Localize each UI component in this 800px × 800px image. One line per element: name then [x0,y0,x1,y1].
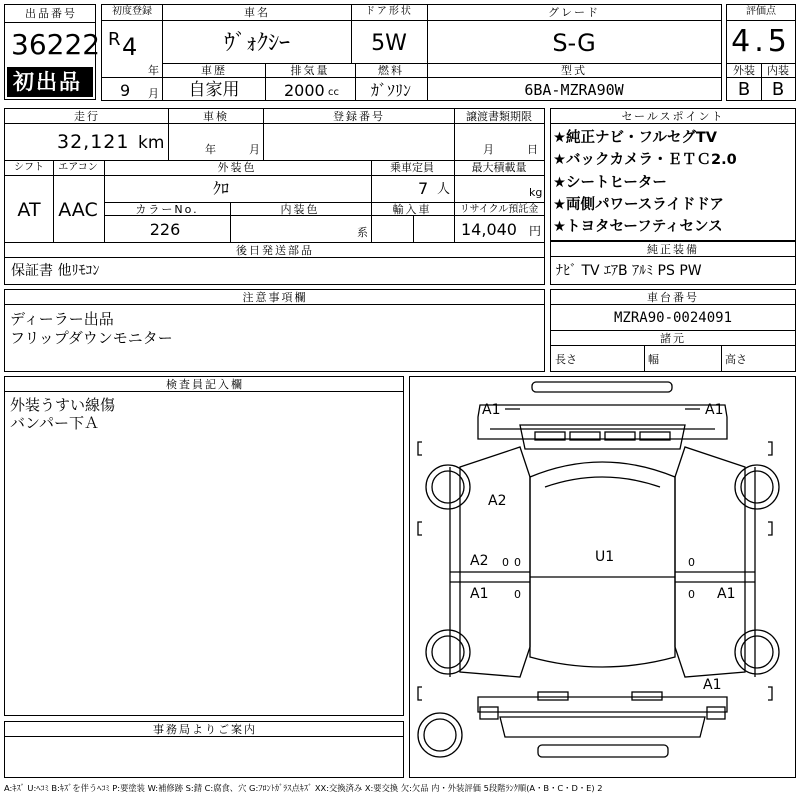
exterior-label: 外装 [733,64,755,77]
zero-mark-5: 0 [514,556,521,569]
sales-point-2: ★バックカメラ・ＥＴＣ2.0 [553,152,737,168]
damage-mark-front-right: A1 [705,402,724,418]
car-name: ｳﾞｫｸｼｰ [223,31,291,56]
displacement: 2000 [284,81,325,100]
car-diagram [410,377,795,777]
inspector-label: 検査員記入欄 [166,378,244,391]
ext-color: ｸﾛ [212,179,230,198]
import-label: 輸入車 [392,203,432,216]
ext-color-label: 外装色 [217,161,257,174]
equipment-value: ﾅﾋﾞ TV ｴｱB ｱﾙﾐ PS PW [556,263,702,279]
notes-label: 注意事項欄 [242,291,308,304]
inspection-month-unit: 月 [249,143,260,156]
displacement-unit: cc [328,87,339,98]
recycle: 14,040 [461,220,517,239]
sales-point-4: ★両側パワースライドドア [553,197,724,213]
interior-label: 内装 [767,64,789,77]
inspector-box [4,376,404,716]
score: 4.5 [731,24,791,59]
sales-points-box [550,108,796,241]
capacity: 7 [418,179,429,198]
car-name-label: 車名 [244,6,270,19]
deadline-month-unit: 月 [483,143,494,156]
ac: AAC [58,199,98,221]
exterior-grade: B [737,79,751,100]
reg-year-label: 初度登録 [112,6,152,17]
notes-box [4,289,545,372]
recycle-unit: 円 [529,224,542,238]
displacement-label: 排気量 [290,64,330,77]
grade: S-G [552,29,596,57]
damage-mark-left-rear: A1 [470,586,489,602]
reg-year: 4 [122,33,138,61]
damage-mark-right-rear: A1 [717,586,736,602]
capacity-label: 乗車定員 [390,161,434,174]
office-label: 事務局よりご案内 [153,723,257,736]
fuel-label: 燃料 [378,64,404,77]
history: 自家用 [188,80,240,100]
fuel: ｶﾞｿﾘﾝ [370,81,412,100]
specs-table [4,108,545,285]
chassis-number: MZRA90-0024091 [613,310,733,326]
lot-number-label: 出品番号 [25,7,77,20]
color-no-label: カラーNo. [135,203,199,216]
history-label: 車歴 [201,64,227,77]
later-parts-label: 後日発送部品 [236,244,314,257]
int-color-label: 内装色 [280,203,320,216]
lot-number: 36222 [11,28,101,61]
inspector-line-2: バンパー下Ａ [10,414,99,432]
legend-text: A:ｷｽﾞ U:ﾍｺﾐ B:ｷｽﾞを伴うﾍｺﾐ P:要塗装 W:補修跡 S:錆 C:腐食、穴 G:ﾌﾛﾝﾄｶﾞﾗｽ点ｷｽﾞ XX:交換済み X:要交換 欠:欠品 内・外装評価 5段階ﾗﾝｸ順(A・B・C・D・E) 2 [4,783,603,793]
ac-label: エアコン [58,162,98,173]
later-parts: 保証書 他ﾘﾓｺﾝ [11,263,100,279]
equipment-label: 純正装備 [647,243,699,256]
sales-point-1: ★純正ナビ・フルセグTV [553,130,718,146]
transfer-deadline-label: 譲渡書類期限 [466,110,532,123]
sales-point-5: ★トヨタセーフティセンス [553,219,723,235]
first-listing-badge [7,67,93,97]
deadline-day-unit: 日 [527,143,538,156]
door-type: 5W [371,31,407,56]
zero-mark-4: 0 [688,588,695,601]
recycle-label: リサイクル預託金 [459,204,539,215]
mileage: 32,121 [57,131,130,153]
damage-mark-roof: U1 [595,549,615,565]
zero-mark-3: 0 [688,556,695,569]
equipment-box [550,241,796,285]
inspector-line-1: 外装うすい線傷 [10,396,116,414]
reg-month: 9 [120,81,131,100]
damage-mark-rear-bumper: A1 [703,677,722,693]
damage-mark-front-left: A1 [482,402,501,418]
year-unit: 年 [148,64,159,77]
lot-number-box [4,4,101,100]
mileage-unit: km [138,133,165,153]
length-label: 長さ [555,353,577,366]
reg-era: R [108,29,121,50]
model: 6BA-MZRA90W [524,81,624,99]
plate-label: 登録番号 [333,110,385,123]
width-label: 幅 [648,353,659,366]
model-label: 型式 [561,64,587,77]
shift-label: シフト [14,162,44,173]
header-table [101,4,722,101]
dims-label: 諸元 [660,332,686,345]
zero-mark-1: 0 [502,556,509,569]
sales-point-3: ★シートヒーター [553,175,667,191]
shift: AT [17,199,41,221]
max-load-label: 最大積載量 [471,161,527,174]
mileage-label: 走行 [74,110,100,123]
damage-mark-left-front-door: A2 [488,493,507,509]
inspection-year-unit: 年 [205,143,216,156]
chassis-box [550,289,796,372]
int-color-unit: 系 [357,226,368,239]
height-label: 高さ [725,353,747,366]
note-line-1: ディーラー出品 [10,310,114,328]
car-diagram-box [409,376,796,778]
chassis-label: 車台番号 [647,291,699,304]
damage-mark-left-slide-door: A2 [470,553,489,569]
inspection-label: 車検 [203,110,229,123]
capacity-unit: 人 [437,182,451,197]
office-box [4,721,404,778]
door-label: ドア形状 [365,6,413,17]
score-box [726,4,796,101]
month-unit: 月 [148,87,159,100]
score-label: 評価点 [746,6,776,17]
max-load-unit: kg [529,186,543,199]
note-line-2: フリップダウンモニター [10,329,173,347]
sales-points-label: セールスポイント [621,110,725,123]
grade-label: グレード [548,6,600,19]
interior-grade: B [771,79,785,100]
zero-mark-2: 0 [514,588,521,601]
color-no: 226 [149,220,181,239]
first-listing-text: 初出品 [13,70,82,94]
